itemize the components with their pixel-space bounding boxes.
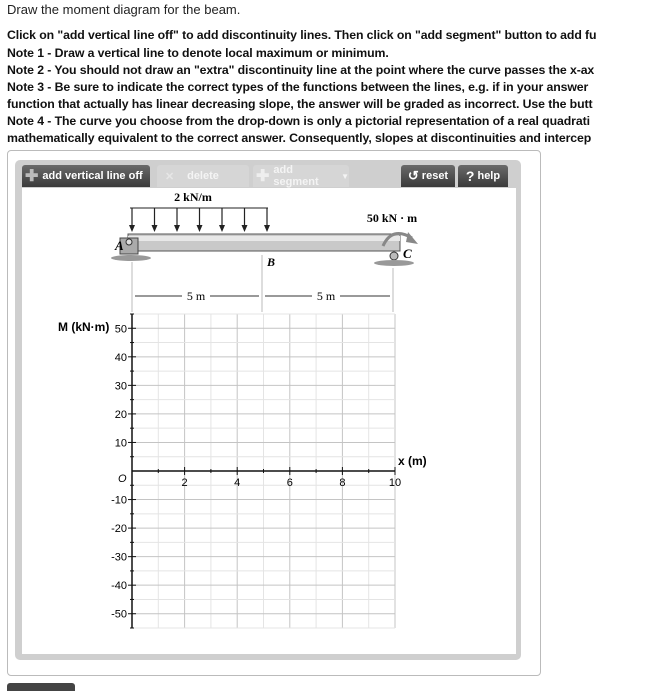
y-tick-label: 30 xyxy=(114,380,127,393)
add-segment-label: add segment xyxy=(273,164,319,188)
dropdown-arrow-icon: ▼ xyxy=(341,171,349,181)
moment-arrowhead-icon xyxy=(406,232,418,244)
instruction-line: Note 3 - Be sure to indicate the correct types of the functions between the lines, e.g. if in your answer xyxy=(7,80,589,94)
point-a-label: A xyxy=(115,238,124,253)
origin-label: O xyxy=(118,473,127,485)
pin-icon xyxy=(126,239,132,245)
load-arrowhead-icon xyxy=(129,225,135,232)
x-tick-label: 4 xyxy=(234,477,241,489)
point-c-label: C xyxy=(403,246,412,261)
span-bc-label: 5 m xyxy=(316,289,336,303)
plus-icon: ✚ xyxy=(25,168,39,185)
load-arrowhead-icon xyxy=(174,225,180,232)
question-title: Draw the moment diagram for the beam. xyxy=(7,2,241,17)
y-tick-label: 40 xyxy=(114,351,127,364)
reset-icon: ↺ xyxy=(407,168,419,183)
x-tick-label: 2 xyxy=(181,477,188,489)
load-arrowhead-icon xyxy=(242,225,248,232)
y-tick-label: 20 xyxy=(114,408,127,421)
help-icon: ? xyxy=(465,168,475,184)
instruction-line: mathematically equivalent to the correct answer. Consequently, slopes at discontinuities and intercep xyxy=(7,131,592,145)
distributed-load-label: 2 kN/m xyxy=(174,190,212,204)
support-base-a xyxy=(111,255,151,261)
y-tick-label: -10 xyxy=(111,494,127,507)
moment-label: 50 kN · m xyxy=(366,211,418,225)
load-arrowhead-icon xyxy=(219,225,225,232)
submit-button[interactable] xyxy=(7,683,75,691)
y-tick-label: 10 xyxy=(114,437,127,450)
chart-labels xyxy=(58,320,427,485)
delete-label: delete xyxy=(187,170,219,182)
load-arrowhead-icon xyxy=(264,225,270,232)
beam-diagram xyxy=(111,190,418,312)
y-axis-label: M (kN·m) xyxy=(58,320,110,334)
instruction-line: Note 2 - You should not draw an "extra" discontinuity line at the point where the curve passes the x-ax xyxy=(7,63,595,77)
span-ab-label: 5 m xyxy=(186,289,206,303)
y-tick-label: -30 xyxy=(111,551,127,564)
instruction-line: function that actually has linear decreasing slope, the answer will be graded as incorrect. Use the butt xyxy=(7,97,593,111)
x-tick-label: 8 xyxy=(339,477,346,489)
plus-icon: ✚ xyxy=(256,168,270,185)
load-arrowhead-icon xyxy=(152,225,158,232)
reset-label: reset xyxy=(421,170,449,182)
chart-axes xyxy=(111,314,401,628)
y-tick-label: -20 xyxy=(111,523,127,536)
instruction-line: Note 1 - Draw a vertical line to denote local maximum or minimum. xyxy=(7,46,389,60)
distributed-load-arrows xyxy=(129,208,270,232)
y-tick-label: -50 xyxy=(111,608,127,621)
x-tick-label: 6 xyxy=(286,477,293,489)
y-tick-label: 50 xyxy=(114,323,127,336)
help-label: help xyxy=(477,170,501,182)
y-tick-label: -40 xyxy=(111,580,127,593)
instruction-line: Click on "add vertical line off" to add discontinuity lines. Then click on "add segment" button to add fu xyxy=(7,28,597,42)
beam-highlight xyxy=(128,236,400,241)
load-arrowhead-icon xyxy=(197,225,203,232)
x-tick-label: 10 xyxy=(388,477,402,489)
x-axis-label: x (m) xyxy=(398,454,427,468)
x-icon: ✕ xyxy=(165,170,175,183)
roller-icon xyxy=(390,252,398,260)
add-vertical-line-label: add vertical line off xyxy=(42,170,143,182)
point-b-label: B xyxy=(267,255,276,269)
instruction-line: Note 4 - The curve you choose from the drop-down is only a pictorial representation of a real quadrati xyxy=(7,114,590,128)
